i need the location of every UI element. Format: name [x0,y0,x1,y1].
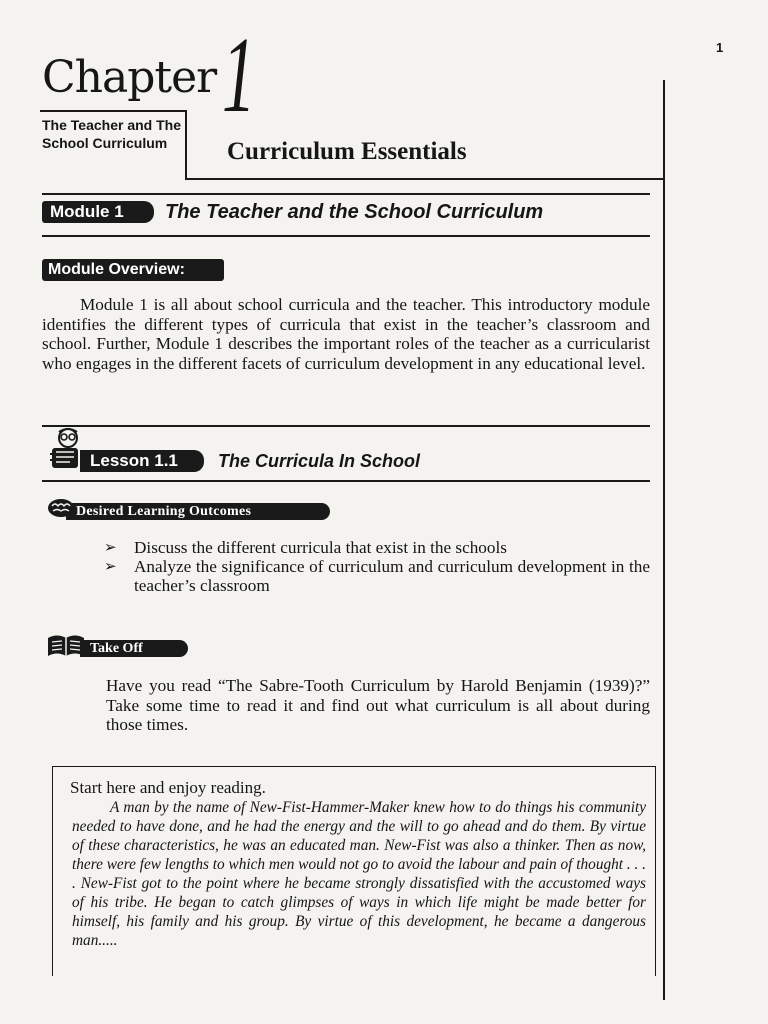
takeoff-tag: Take Off [80,640,188,657]
overview-tag: Module Overview: [42,259,224,281]
brain-icon [46,496,76,518]
outcomes-tag: Desired Learning Outcomes [66,503,330,520]
lesson-top-rule [42,425,650,427]
outcome-text: Analyze the significance of curriculum and curriculum development in the teacher’s classroom [134,557,650,595]
reading-intro: Start here and enjoy reading. [70,778,266,797]
module-tag: Module 1 [42,201,154,223]
module-top-rule [42,193,650,195]
chapter-number: 1 [222,16,256,135]
header-box-divider [185,110,187,178]
overview-text: Module 1 is all about school curricula and the teacher. This introductory module identifies the different types of curricula that exist in the teacher’s classroom and school. Further, Module 1 describes the important roles of the teacher as a curricularist who engages in the different facets of curriculum development in any educational level. [42,295,650,373]
header-top-rule [40,110,186,112]
cartoon-reader-icon [46,424,94,472]
header-bottom-rule [185,178,665,180]
outcomes-list [104,538,650,595]
lesson-title: The Curricula In School [218,451,421,471]
lesson-bottom-rule [42,480,650,482]
reading-excerpt: A man by the name of New-Fist-Hammer-Maker knew how to do things his community needed to have done, and he had the energy and the will to go ahead and do them. By virtue of these characteristics, he was an educated man. New-Fist was also a thinker. Then as now, there were few lengths to which men would not go to avoid the labour and pain of thought . . . . New-Fist got to the point where he became strongly dissatisfied with the accustomed ways of his tribe. He began to catch glimpses of ways in which life might be made better for himself, his family and his group. By virtue of this development, he became a dangerous man..... [72,799,646,949]
right-margin-rule [663,80,665,1000]
chapter-subtitle: The Teacher and The School Curriculum [42,117,181,151]
takeoff-text: Have you read “The Sabre-Tooth Curriculum by Harold Benjamin (1939)?” Take some time to read it and find out what curriculum is all about during those times. [106,676,650,734]
arrowhead-bullet-icon: ➢ [104,538,117,556]
arrowhead-bullet-icon: ➢ [104,557,117,575]
module-title: The Teacher and the School Curriculum [165,201,544,223]
open-book-icon [46,632,86,660]
chapter-title: Curriculum Essentials [227,138,467,165]
lesson-tag: Lesson 1.1 [80,450,204,472]
list-item [104,538,650,557]
module-bottom-rule [42,235,650,237]
list-item [104,557,650,595]
chapter-word: Chapter [42,52,217,103]
outcome-text: Discuss the different curricula that exist in the schools [134,538,507,557]
page-number: 1 [716,40,724,55]
